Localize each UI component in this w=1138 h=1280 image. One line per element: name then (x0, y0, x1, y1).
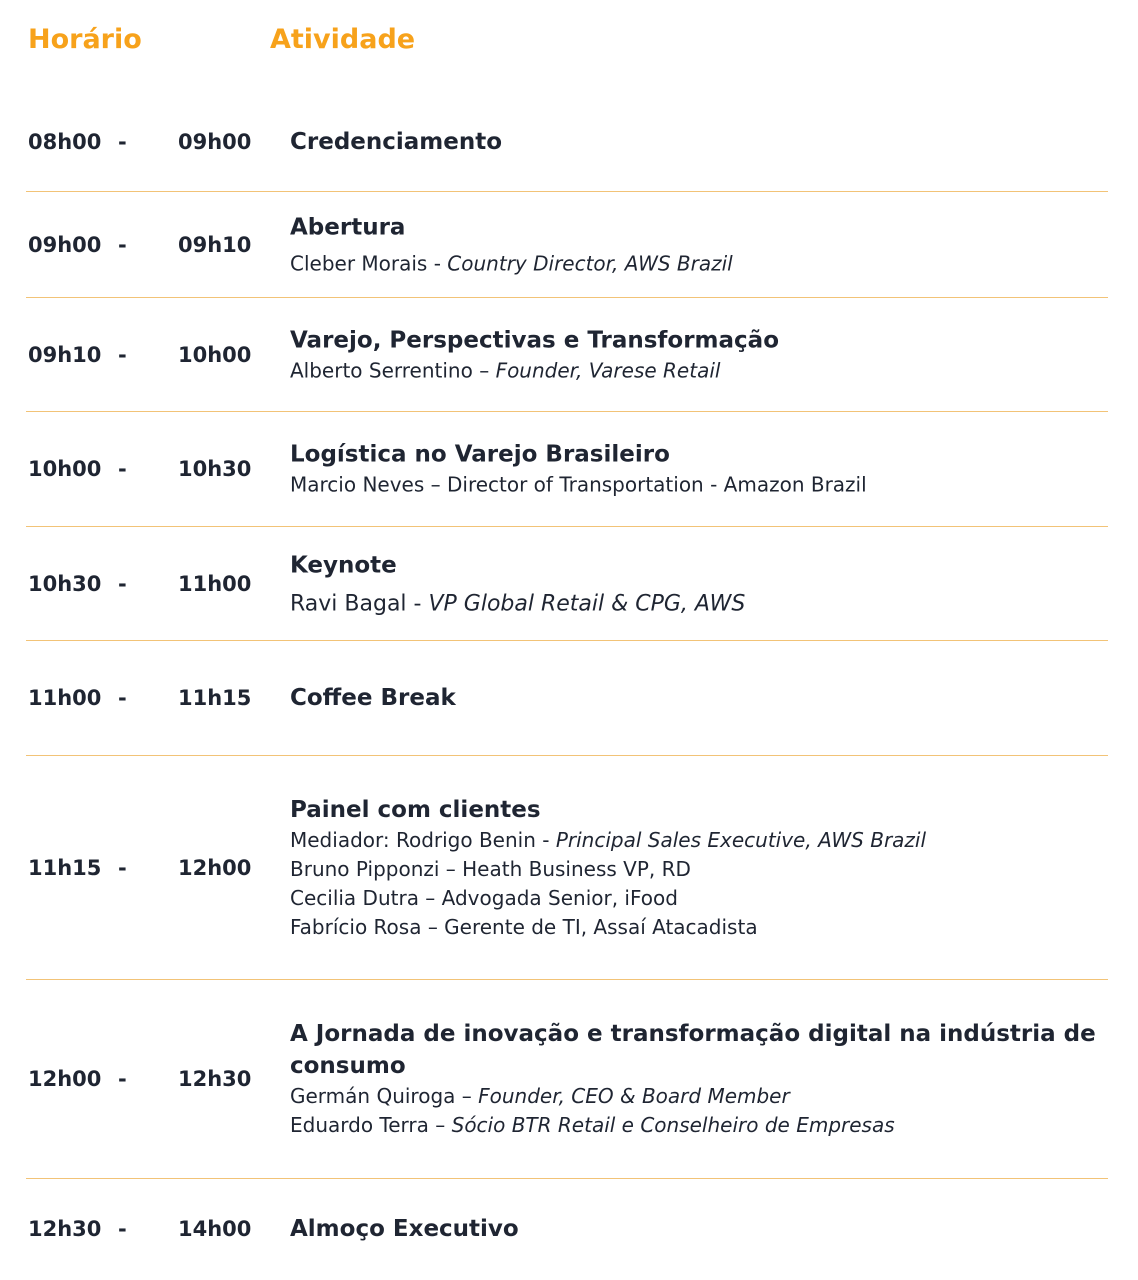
start-time: 10h30 (28, 572, 102, 596)
end-time: 12h30 (178, 1067, 252, 1091)
schedule-row (0, 192, 1138, 298)
activity-title: Almoço Executivo (290, 1216, 519, 1242)
end-time: 11h15 (178, 686, 252, 710)
speaker-name: Germán Quiroga – (290, 1084, 479, 1108)
speaker-line (290, 1111, 1100, 1140)
activity-cell (290, 126, 1100, 158)
speaker-line (290, 357, 1100, 386)
activity-cell (290, 1018, 1100, 1140)
speaker-role: Country Director, AWS Brazil (447, 251, 733, 276)
activity-cell (290, 550, 1100, 619)
activity-title: Abertura (290, 214, 406, 241)
time-separator: - (118, 572, 127, 596)
speaker-line (290, 471, 1100, 500)
time-separator: - (118, 856, 127, 880)
speaker-name: Ravi Bagal - (290, 591, 429, 617)
schedule-row (0, 980, 1138, 1178)
speaker-line (290, 884, 1100, 913)
activity-title: Coffee Break (290, 685, 456, 711)
speaker-line (290, 250, 1100, 279)
activity-cell (290, 1213, 1100, 1245)
schedule-row (0, 92, 1138, 192)
end-time: 10h30 (178, 457, 252, 481)
speaker-name: Alberto Serrentino – (290, 358, 496, 383)
end-time: 14h00 (178, 1217, 252, 1241)
start-time: 09h10 (28, 343, 102, 367)
schedule-row (0, 1179, 1138, 1279)
start-time: 11h00 (28, 686, 102, 710)
end-time: 11h00 (178, 572, 252, 596)
activity-column-header: Atividade (270, 24, 416, 55)
schedule-row (0, 412, 1138, 526)
speaker-role: Founder, CEO & Board Member (478, 1084, 790, 1108)
activity-title: Credenciamento (290, 129, 503, 155)
activity-cell (290, 794, 1100, 942)
speaker-name: Mediador: Rodrigo Benin - (290, 828, 556, 852)
end-time: 09h00 (178, 130, 252, 154)
activity-cell (290, 212, 1100, 279)
speaker-role: VP Global Retail & CPG, AWS (428, 591, 746, 617)
speaker-line (290, 913, 1100, 942)
time-separator: - (118, 457, 127, 481)
start-time: 09h00 (28, 233, 102, 257)
speaker-name: Bruno Pipponzi – Heath Business VP, RD (290, 857, 691, 881)
speaker-name: Cecilia Dutra – Advogada Senior, iFood (290, 886, 678, 910)
activity-title: Keynote (290, 552, 397, 579)
speaker-name: Eduardo Terra – (290, 1113, 452, 1137)
start-time: 12h30 (28, 1217, 102, 1241)
activity-cell (290, 439, 1100, 500)
time-separator: - (118, 343, 127, 367)
activity-title: A Jornada de inovação e transformação digital na indústria de consumo (290, 1021, 1096, 1079)
schedule-row (0, 298, 1138, 412)
start-time: 08h00 (28, 130, 102, 154)
time-separator: - (118, 130, 127, 154)
time-separator: - (118, 686, 127, 710)
speaker-line (290, 1082, 1100, 1111)
activity-title: Painel com clientes (290, 797, 541, 823)
start-time: 12h00 (28, 1067, 102, 1091)
end-time: 12h00 (178, 856, 252, 880)
speaker-line (290, 826, 1100, 855)
start-time: 10h00 (28, 457, 102, 481)
schedule-row (0, 756, 1138, 980)
speaker-line (290, 590, 1100, 619)
activity-cell (290, 325, 1100, 386)
end-time: 09h10 (178, 233, 252, 257)
time-separator: - (118, 1067, 127, 1091)
schedule-header (28, 24, 1108, 60)
speaker-role: Sócio BTR Retail e Conselheiro de Empresas (451, 1113, 895, 1137)
start-time: 11h15 (28, 856, 102, 880)
schedule-row (0, 641, 1138, 755)
time-separator: - (118, 233, 127, 257)
activity-title: Varejo, Perspectivas e Transformação (290, 327, 779, 354)
time-column-header: Horário (28, 24, 142, 55)
speaker-name: Marcio Neves – Director of Transportation - Amazon Brazil (290, 472, 867, 497)
schedule-row (0, 527, 1138, 641)
speaker-name: Fabrício Rosa – Gerente de TI, Assaí Atacadista (290, 915, 758, 939)
activity-title: Logística no Varejo Brasileiro (290, 441, 670, 468)
activity-cell (290, 682, 1100, 714)
end-time: 10h00 (178, 343, 252, 367)
speaker-name: Cleber Morais - (290, 251, 448, 276)
speaker-role: Founder, Varese Retail (495, 358, 721, 383)
time-separator: - (118, 1217, 127, 1241)
speaker-line (290, 855, 1100, 884)
speaker-role: Principal Sales Executive, AWS Brazil (555, 828, 927, 852)
